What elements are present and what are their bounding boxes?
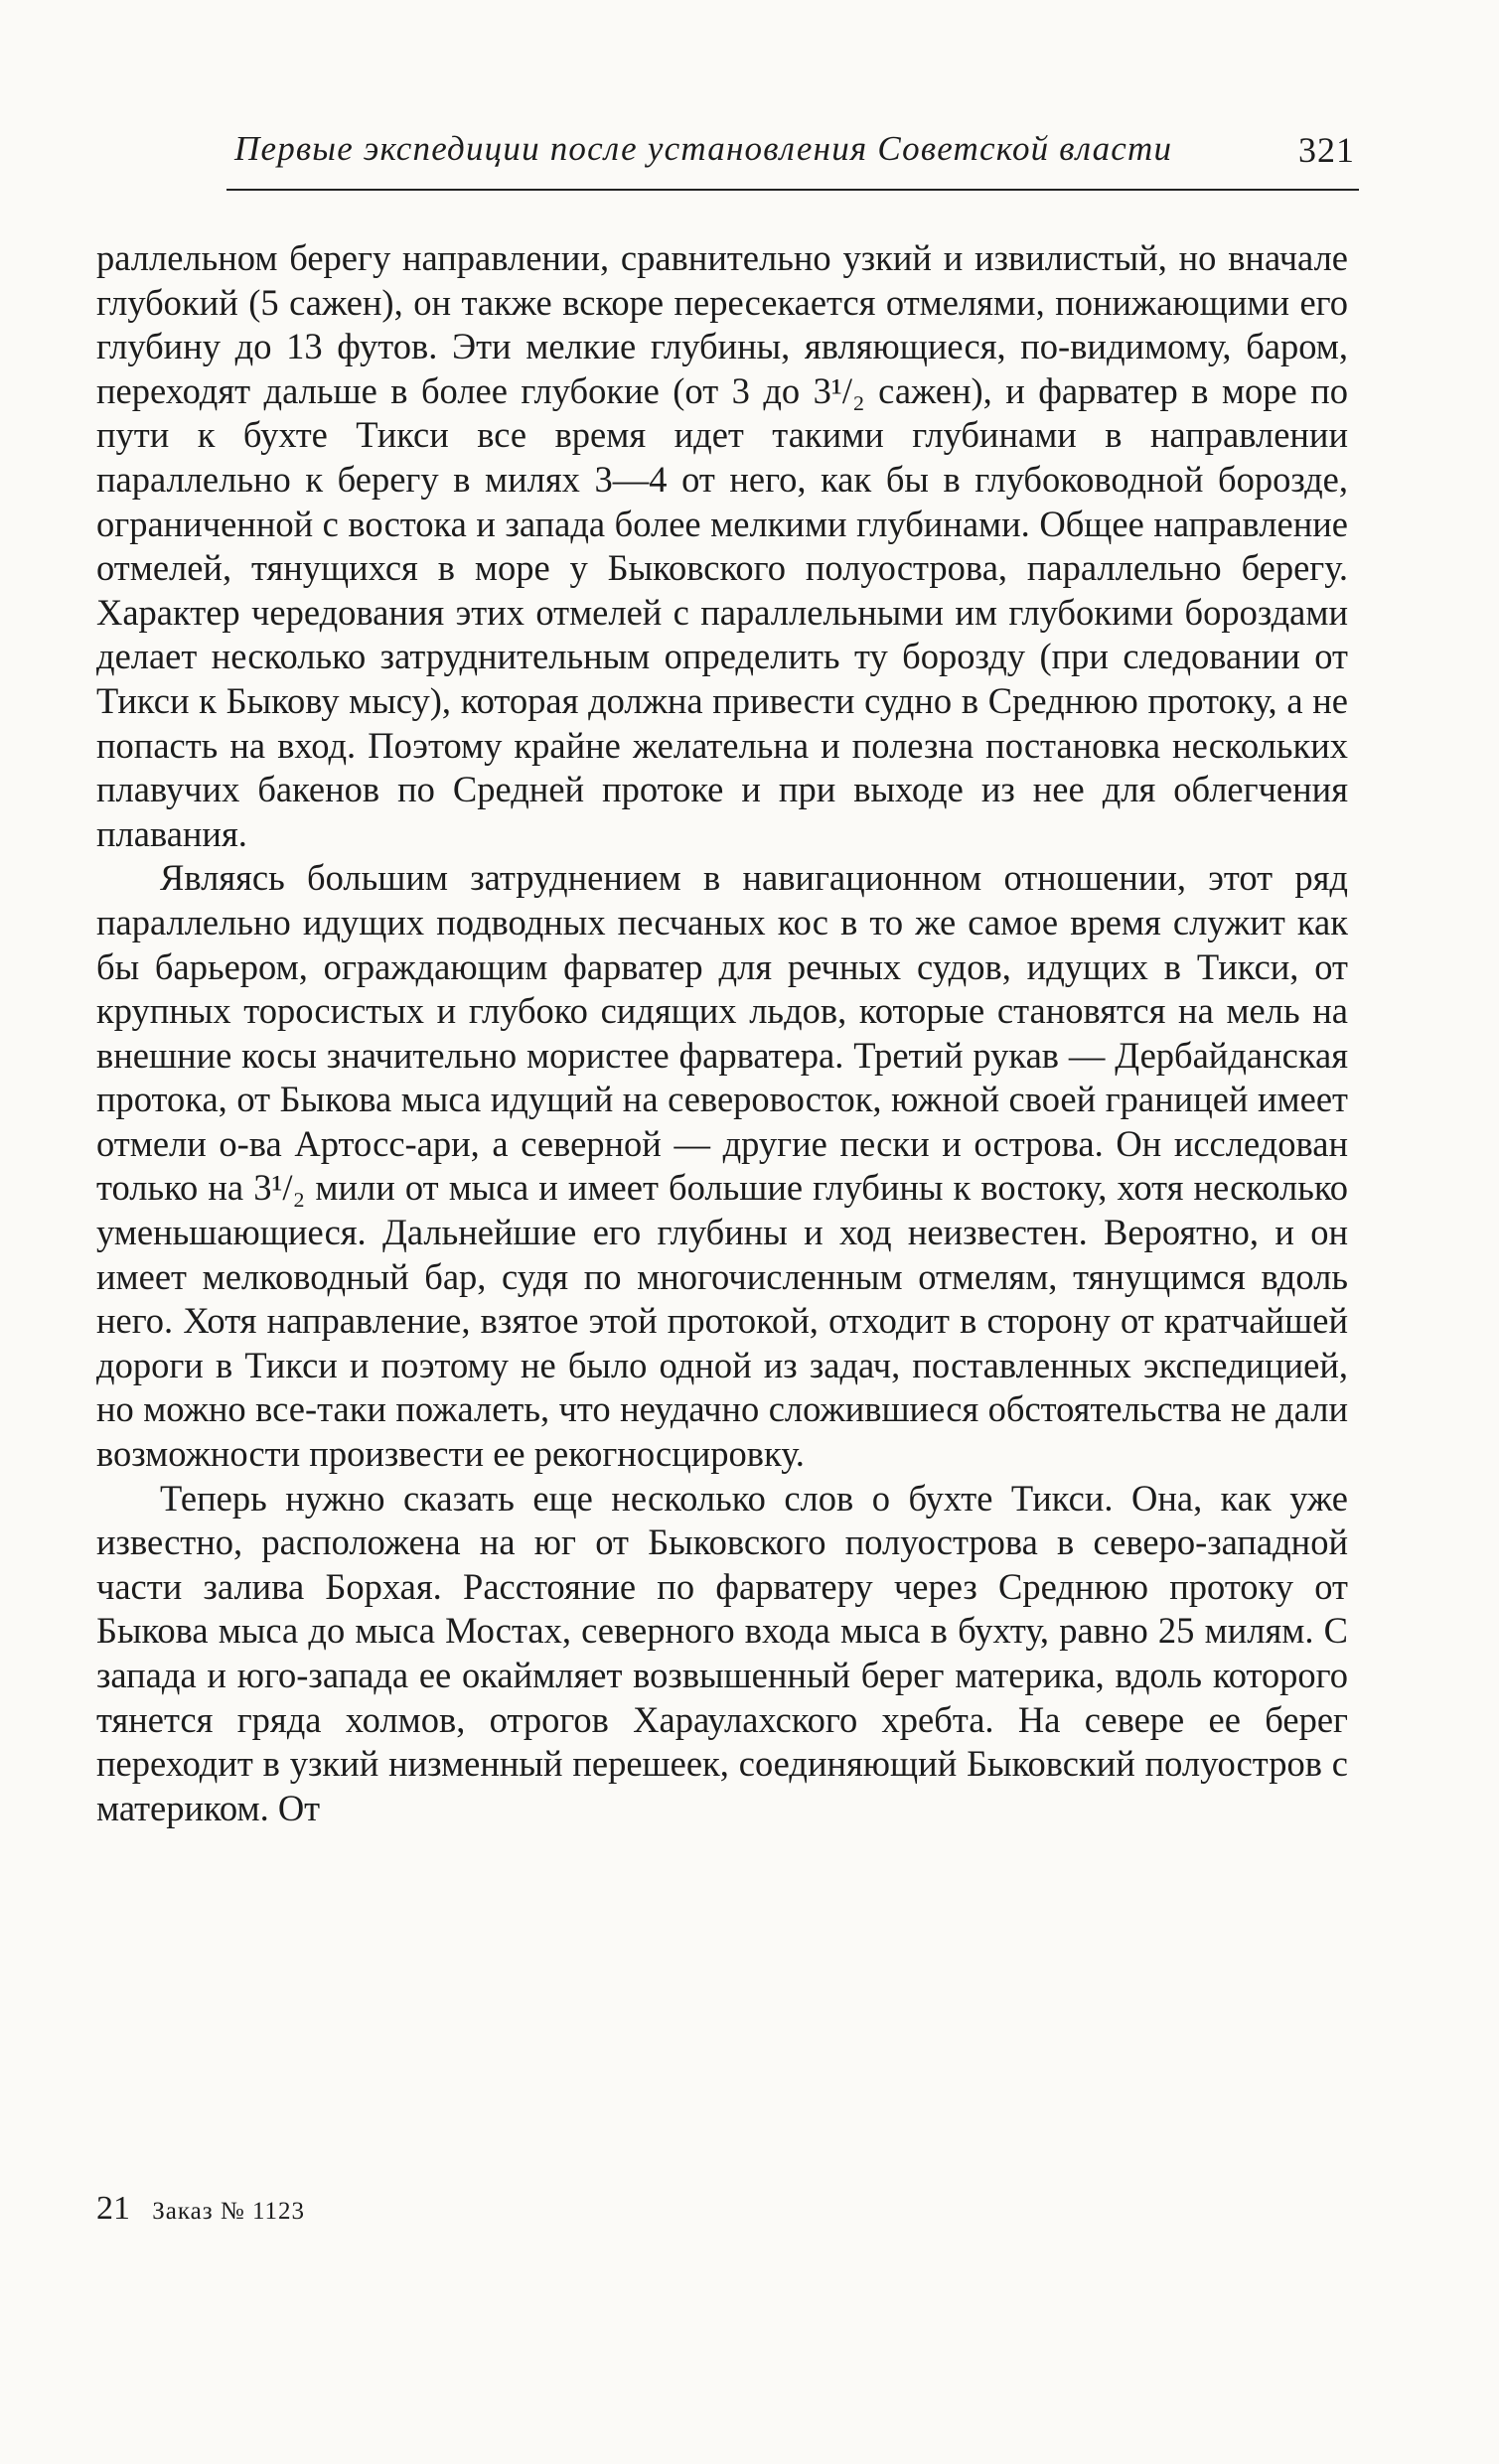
running-title: Первые экспедиции после установления Советской власти [234,129,1173,168]
signature-number: 21 [96,2190,130,2227]
order-number: Заказ № 1123 [152,2198,306,2225]
page-footer [96,2190,305,2228]
paragraph-1: раллельном берегу направлении, сравнительно узкий и извилистый, но вначале глубокий (5 сажен), он также вскоре пересекается отмелями, понижающими его глубину до 13 футов. Эти мелкие глубины, являющиеся, по-видимому, баром, переходят дальше в более глубокие (от 3 до 3¹/₂ сажен), и фарватер в море по пути к бухте Тикси все время идет такими глубинами в направлении параллельно к берегу в милях 3—4 от него, как бы в глубоководной борозде, ограниченной с востока и запада более мелкими глубинами. Общее направление отмелей, тянущихся в море у Быковского полуострова, параллельно берегу. Характер чередования этих отмелей с параллельными им глубокими бороздами делает несколько затруднительным определить ту борозду (при следовании от Тикси к Быкову мысу), которая должна привести судно в Среднюю протоку, а не попасть на вход. Поэтому крайне желательна и полезна постановка нескольких плавучих бакенов по Средней протоке и при выходе из нее для облегчения плавания. [96,237,1348,854]
header-rule [226,189,1359,191]
body-text [96,236,1348,1830]
paragraph-3: Теперь нужно сказать еще несколько слов о бухте Тикси. Она, как уже известно, расположена на юг от Быковского полуострова в северо-западной части залива Борхая. Расстояние по фарватеру через Среднюю протоку от Быкова мыса до мыса Мостах, северного входа мыса в бухту, равно 25 милям. С запада и юго-запада ее окаймляет возвышенный берег материка, вдоль которого тянется гряда холмов, отрогов Хараулахского хребта. На севере ее берег переходит в узкий низменный перешеек, соединяющий Быковский полуостров с материком. От [96,1477,1348,1828]
page-number: 321 [1298,130,1355,170]
page-header [226,121,1359,191]
paragraph-2: Являясь большим затруднением в навигационном отношении, этот ряд параллельно идущих подводных песчаных кос в то же самое время служит как бы барьером, ограждающим фарватер для речных судов, идущих в Тикси, от крупных торосистых и глубоко сидящих льдов, которые становятся на мель на внешние косы значительно мористее фарватера. Третий рукав — Дербайданская протока, от Быкова мыса идущий на северовосток, южной своей границей имеет отмели о-ва Артосс-ари, а северной — другие пески и острова. Он исследован только на 3¹/₂ мили от мыса и имеет большие глубины к востоку, хотя несколько уменьшающиеся. Дальнейшие его глубины и ход неизвестен. Вероятно, и он имеет мелководный бар, судя по многочисленным отмелям, тянущимся вдоль него. Хотя направление, взятое этой протокой, отходит в сторону от кратчайшей дороги в Тикси и поэтому не было одной из задач, поставленных экспедицией, но можно все-таки пожалеть, что неудачно сложившиеся обстоятельства не дали возможности произвести ее рекогносцировку. [96,857,1348,1475]
